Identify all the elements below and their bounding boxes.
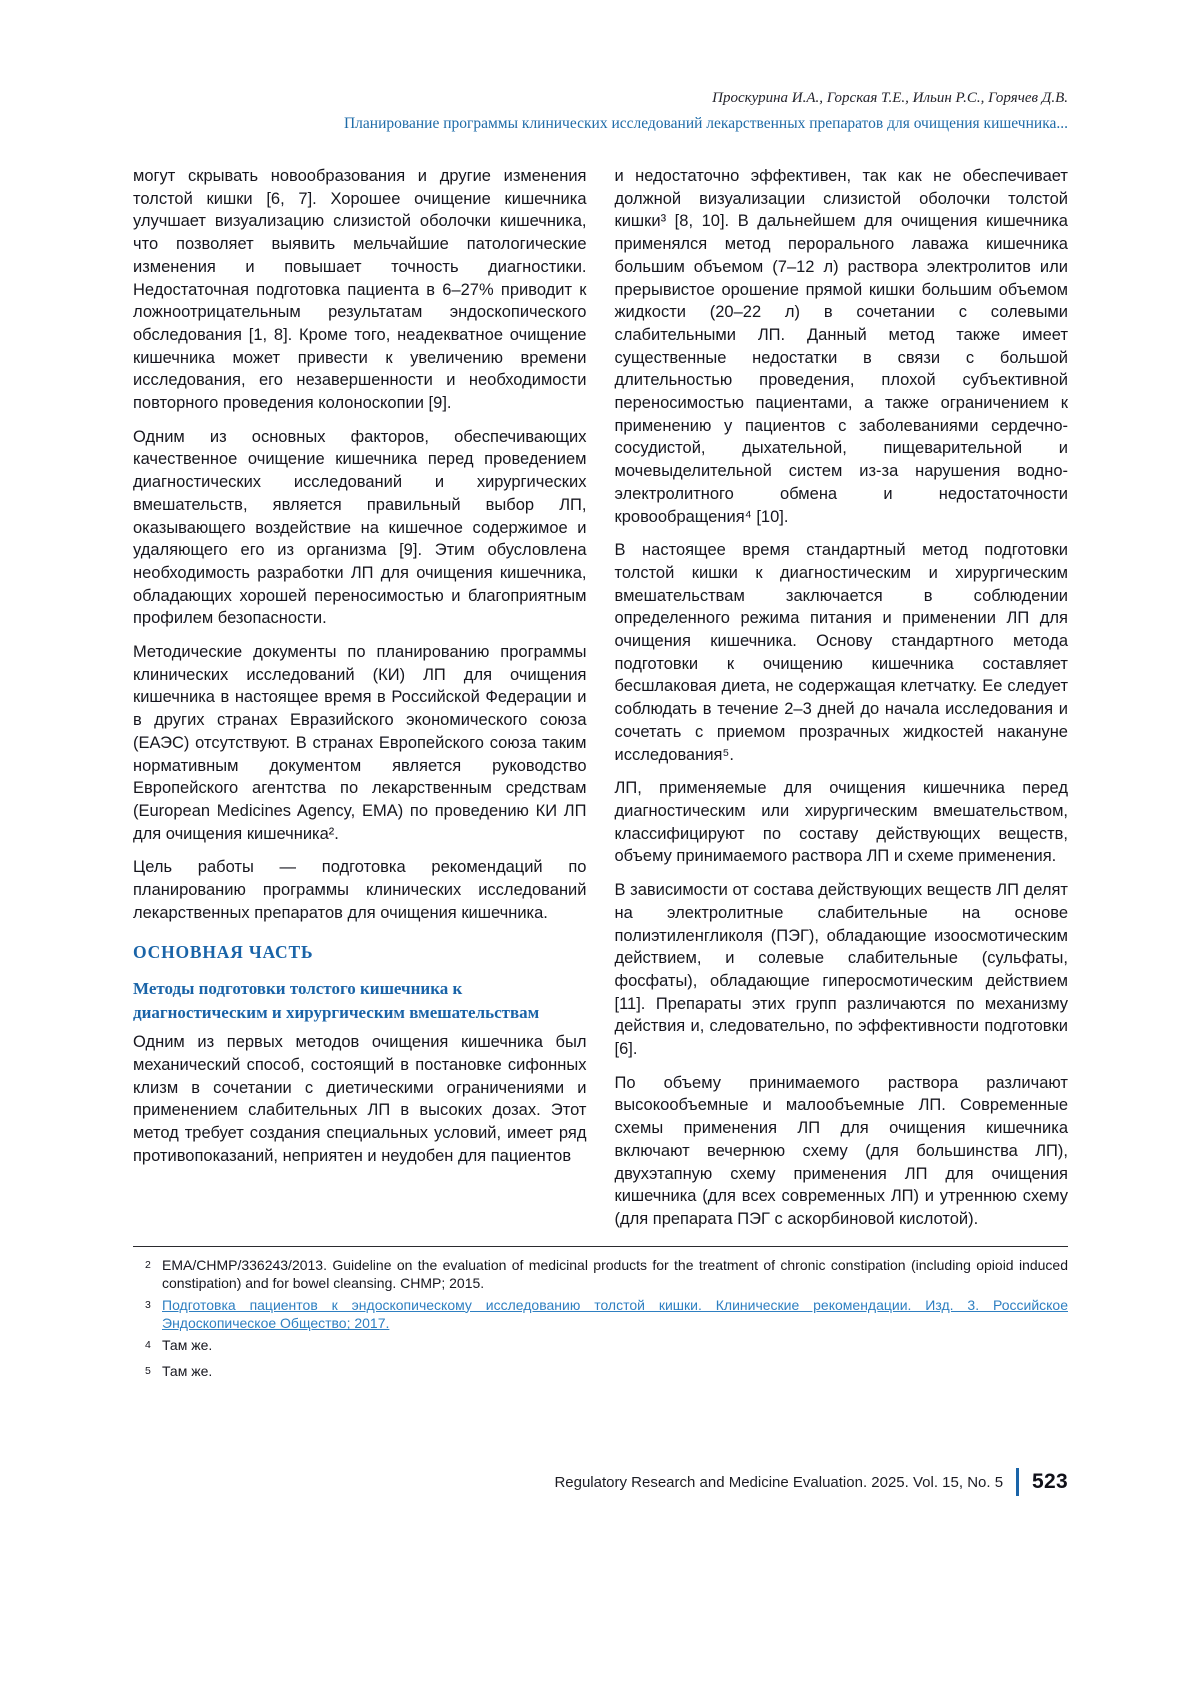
paragraph: могут скрывать новообразования и другие изменения толстой кишки [6, 7]. Хорошее очищение кишечника улучшает визуализацию слизистой оболочки кишечника, что позволяет выявить мельчайшие патологические изменения и повышает точность диагностики. Недостаточная подготовка пациента в 6–27% приводит к ложноотрицательным результатам эндоскопического обследования [1, 8]. Кроме того, неадекватное очищение кишечника может привести к увеличению времени исследования, его незавершенности и необходимости повторного проведения колоноскопии [9]. (133, 167, 587, 413)
footnote (133, 1296, 1068, 1333)
paragraph: Цель работы — подготовка рекомендаций по планированию программы клинических исследований лекарственных препаратов для очищения кишечника. (133, 858, 587, 922)
running-head-authors: Проскурина И.А., Горская Т.Е., Ильин Р.С., Горячев Д.В. (712, 90, 1068, 106)
article-body (133, 165, 1068, 1242)
paragraph: Методические документы по планированию программы клинических исследований (КИ) ЛП для очищения кишечника в настоящее время в Российской Федерации и в других странах Евразийского экономического союза (ЕАЭС) отсутствуют. В странах Европейского союза таким нормативным документом является руководство Европейского агентства по лекарственным средствам (European Medicines Agency, EMA) по проведению КИ ЛП для очищения кишечника². (133, 643, 587, 843)
paragraph: В зависимости от состава действующих веществ ЛП делят на электролитные слабительные на основе полиэтиленгликоля (ПЭГ), обладающие изоосмотическим действием, и солевые слабительные (сульфаты, фосфаты), обладающие гиперосмотическим действием [11]. Препараты этих групп различаются по механизму действия и, следовательно, по эффективности подготовки [6]. (614, 881, 1068, 1059)
footnote-marker: 4 (145, 1339, 151, 1352)
paragraph: Одним из первых методов очищения кишечника был механический способ, состоящий в постановке сифонных клизм в сочетании с диетическими ограничениями и применением слабительных ЛП в высоких дозах. Этот метод требует создания специальных условий, имеет ряд противопоказаний, неприятен и неудобен для пациентов (133, 1033, 587, 1165)
footnotes-section (133, 1246, 1068, 1386)
section-heading: ОСНОВНАЯ ЧАСТЬ (133, 941, 314, 962)
left-column (133, 165, 587, 1242)
paragraph: и недостаточно эффективен, так как не обеспечивает должной визуализации слизистой оболочки толстой кишки³ [8, 10]. В дальнейшем для очищения кишечника применялся метод перорального лаважа кишечника большим объемом (7–12 л) раствора электролитов или прерывистое орошение прямой кишки большим объемом жидкости (20–22 л) в сочетании с солевыми слабительными ЛП. Данный метод также имеет существенные недостатки в связи с большой длительностью проведения, плохой субъективной переносимостью пациентами, а также ограничением к применению у пациентов с заболеваниями сердечно-сосудистой, дыхательной, пищеварительной и мочевыделительной систем из-за нарушения водно-электролитного обмена и недостаточности кровообращения⁴ [10]. (614, 167, 1068, 526)
journal-info: Regulatory Research and Medicine Evaluation. 2025. Vol. 15, No. 5 (554, 1473, 1004, 1491)
running-head-title: Планирование программы клинических исследований лекарственных препаратов для очищения кишечника... (343, 115, 1068, 132)
footnote-text: Там же. (162, 1337, 213, 1354)
paragraph: По объему принимаемого раствора различают высокообъемные и малообъемные ЛП. Современные схемы применения ЛП для очищения кишечника включают вечернюю схему (для большинства ЛП), двухэтапную схему применения ЛП для очищения кишечника (для всех современных ЛП) и утреннюю схему (для препарата ПЭГ с аскорбиновой кислотой). (614, 1073, 1068, 1228)
paragraph: Одним из основных факторов, обеспечивающих качественное очищение кишечника перед проведением диагностических исследований и хирургических вмешательств, является правильный выбор ЛП, оказывающего воздействие на кишечное содержимое и удаляющего его из организма [9]. Этим обусловлена необходимость разработки ЛП для очищения кишечника, обладающих хорошей переносимостью и благоприятным профилем безопасности. (133, 427, 587, 628)
footer-divider (1016, 1468, 1019, 1496)
right-column (615, 165, 1069, 1242)
footnote-text: EMA/CHMP/336243/2013. Guideline on the evaluation of medicinal products for the treatment of chronic constipation (including opioid induced constipation) and for bowel cleansing. CHMP; 2015. (162, 1256, 1068, 1292)
paragraph: В настоящее время стандартный метод подготовки толстой кишки к диагностическим и хирургическим вмешательствам заключается в соблюдении определенного режима питания и применении ЛП для очищения кишечника. Основу стандартного метода подготовки к очищению кишечника составляет бесшлаковая диета, не содержащая клетчатку. Ее следует соблюдать в течение 2–3 дней до начала исследования и сочетать с приемом прозрачных жидкостей накануне исследования⁵. (614, 541, 1068, 764)
footnote-marker: 2 (145, 1258, 151, 1271)
footnote-marker: 3 (145, 1298, 151, 1311)
paragraph: ЛП, применяемые для очищения кишечника перед диагностическим или хирургическим вмешательством, классифицируют по составу действующих веществ, объему принимаемого раствора ЛП и схеме применения. (614, 779, 1068, 866)
footnote-text: Там же. (162, 1363, 213, 1380)
footnote (133, 1336, 1068, 1359)
running-head (133, 88, 1068, 134)
footnote (133, 1256, 1068, 1293)
footnote-marker: 5 (145, 1365, 151, 1378)
page-footer (554, 1468, 1068, 1496)
page-number: 523 (1032, 1470, 1068, 1493)
subsection-heading: Методы подготовки толстого кишечника к диагностическим и хирургическим вмешательствам (133, 979, 540, 1022)
footnote (133, 1362, 1068, 1385)
footnote-link[interactable]: Подготовка пациентов к эндоскопическому исследованию толстой кишки. Клинические рекомендации. Изд. 3. Российское Эндоскопическое Общество; 2017. (162, 1296, 1068, 1332)
